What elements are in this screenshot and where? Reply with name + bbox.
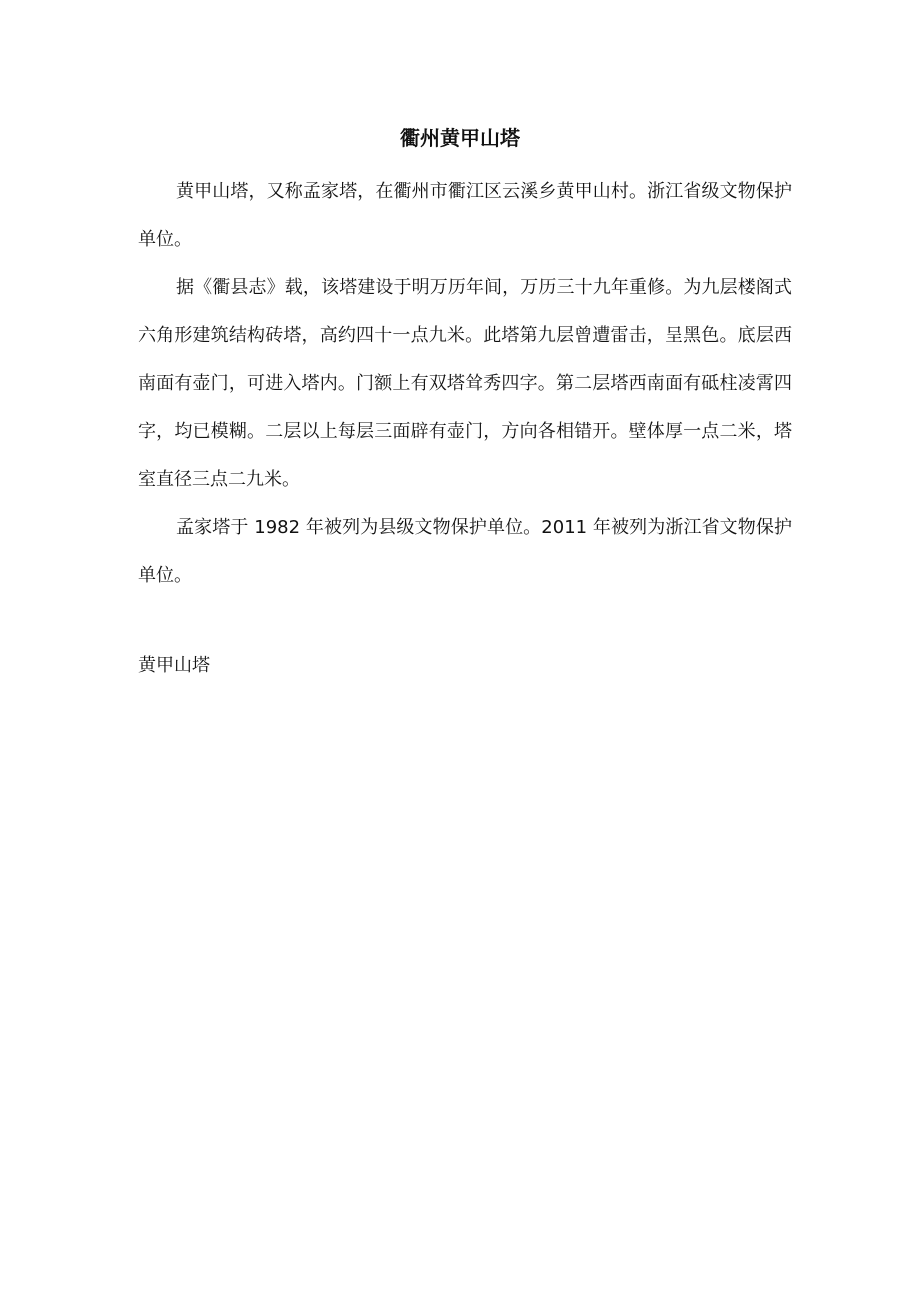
image-caption: 黄甲山塔	[138, 655, 210, 676]
paragraph-intro: 黄甲山塔，又称孟家塔，在衢州市衢江区云溪乡黄甲山村。浙江省级文物保护单位。	[138, 181, 792, 250]
paragraph-history: 据《衢县志》载，该塔建设于明万历年间，万历三十九年重修。为九层楼阁式六角形建筑结构砖塔，高约四十一点九米。此塔第九层曾遭雷击，呈黑色。底层西南面有壶门，可进入塔内。门额上有双塔耸秀四字。第二层塔西南面有砥柱凌霄四字，均已模糊。二层以上每层三面辟有壶门，方向各相错开。壁体厚一点二米，塔室直径三点二九米。	[138, 277, 792, 490]
document-title: 衢州黄甲山塔	[400, 126, 520, 150]
document-body	[138, 168, 792, 600]
paragraph-protection: 孟家塔于 1982 年被列为县级文物保护单位。2011 年被列为浙江省文物保护单位。	[138, 517, 792, 586]
